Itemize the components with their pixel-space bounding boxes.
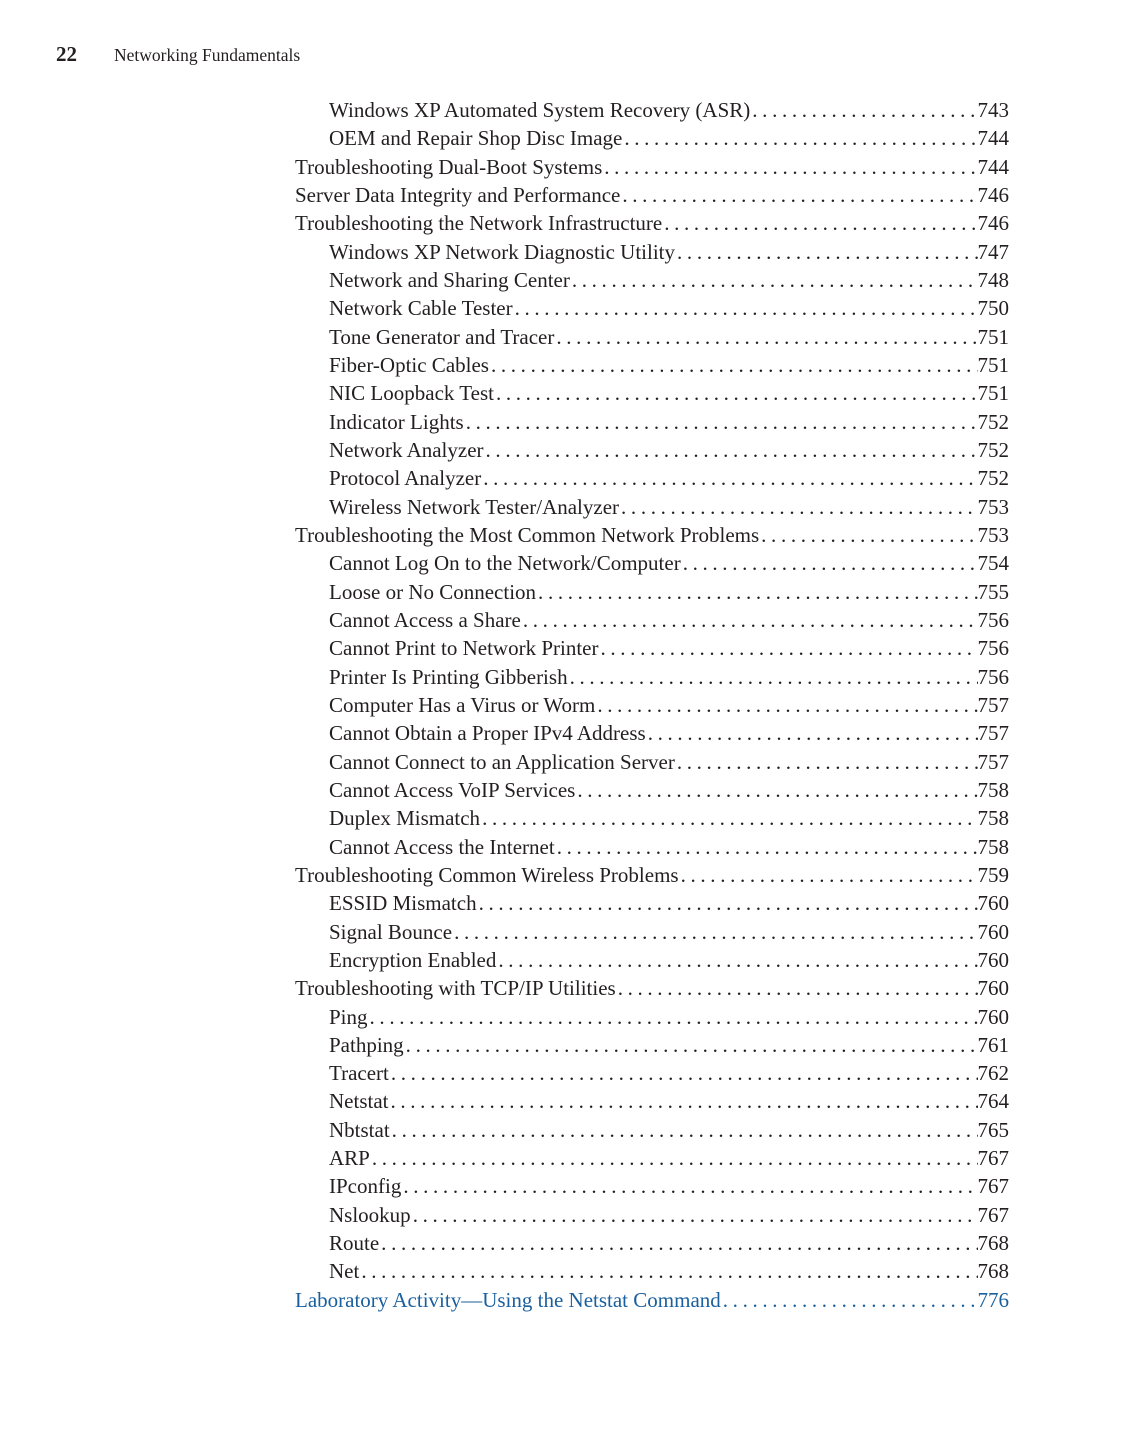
toc-entry-title: Cannot Obtain a Proper IPv4 Address	[329, 721, 646, 746]
toc-entry	[295, 691, 1009, 719]
toc-entry-page: 751	[977, 381, 1009, 406]
toc-entry-title: Signal Bounce	[329, 919, 453, 944]
toc-entry-title: Troubleshooting the Network Infrastructure	[295, 211, 663, 236]
toc-entry-title: Cannot Access a Share	[329, 607, 521, 632]
toc-entry-page: 757	[977, 721, 1009, 746]
toc-entry	[295, 181, 1009, 209]
dot-leader	[359, 1257, 977, 1285]
dot-leader	[388, 1087, 977, 1115]
toc-entry-page: 758	[977, 777, 1009, 802]
dot-leader	[368, 1003, 978, 1031]
toc-entry-page: 759	[977, 862, 1009, 887]
toc-entry	[295, 1172, 1009, 1200]
toc-entry-title: Windows XP Automated System Recovery (ASR)	[329, 98, 751, 122]
toc-entry-page: 750	[977, 296, 1009, 321]
dot-leader	[759, 521, 977, 549]
toc-entry-title: Cannot Access the Internet	[329, 834, 555, 859]
toc-entry-page: 755	[977, 579, 1009, 604]
toc-entry-title: Fiber-Optic Cables	[329, 352, 489, 377]
toc-entry-title: ARP	[329, 1146, 370, 1171]
toc-link-entry[interactable]	[295, 1286, 1009, 1314]
toc-entry-title: Tracert	[329, 1061, 389, 1086]
dot-leader	[675, 748, 978, 776]
dot-leader	[570, 266, 978, 294]
toc-entry-page: 753	[977, 494, 1009, 519]
toc-entry	[295, 1144, 1009, 1172]
toc-entry-title: Printer Is Printing Gibberish	[329, 664, 568, 689]
toc-entry	[295, 1257, 1009, 1285]
toc-entry	[295, 1087, 1009, 1115]
toc-entry	[295, 436, 1009, 464]
dot-leader	[464, 408, 978, 436]
running-header	[56, 42, 300, 67]
dot-leader	[616, 974, 978, 1002]
dot-leader	[404, 1031, 978, 1059]
toc-entry	[295, 521, 1009, 549]
dot-leader	[620, 181, 977, 209]
dot-leader	[646, 719, 978, 747]
toc-entry-title: Pathping	[329, 1032, 404, 1057]
table-of-contents	[295, 96, 1009, 1314]
toc-entry-title: ESSID Mismatch	[329, 891, 477, 916]
dot-leader	[370, 1144, 978, 1172]
dot-leader	[622, 124, 977, 152]
toc-entry	[295, 663, 1009, 691]
toc-entry-page: 760	[977, 947, 1009, 972]
toc-entry-page: 756	[977, 664, 1009, 689]
toc-entry-title: Cannot Connect to an Application Server	[329, 749, 675, 774]
toc-entry-page: 746	[977, 182, 1009, 207]
toc-entry-page: 765	[977, 1117, 1009, 1142]
toc-entry-title: Netstat	[329, 1089, 389, 1114]
toc-entry-page: 757	[977, 692, 1009, 717]
dot-leader	[494, 379, 978, 407]
toc-entry-title: NIC Loopback Test	[329, 381, 494, 406]
toc-entry-page: 760	[977, 976, 1009, 1001]
toc-entry-page: 767	[977, 1202, 1009, 1227]
page-number: 22	[56, 42, 77, 66]
toc-entry-page: 752	[977, 466, 1009, 491]
toc-entry	[295, 96, 1009, 124]
toc-entry-page: 746	[977, 211, 1009, 236]
dot-leader	[598, 634, 977, 662]
dot-leader	[513, 294, 978, 322]
toc-entry-title: Network Analyzer	[329, 437, 484, 462]
toc-entry-title: Troubleshooting Common Wireless Problems	[295, 862, 679, 887]
toc-entry-title: IPconfig	[329, 1174, 402, 1199]
dot-leader	[477, 889, 978, 917]
toc-entry	[295, 1059, 1009, 1087]
toc-entry-page: 752	[977, 437, 1009, 462]
toc-entry-title: Net	[329, 1259, 360, 1284]
toc-entry-page: 764	[977, 1089, 1009, 1114]
toc-entry-title: Indicator Lights	[329, 409, 464, 434]
dot-leader	[411, 1201, 978, 1229]
dot-leader	[602, 153, 977, 181]
toc-entry-title: Tone Generator and Tracer	[329, 324, 555, 349]
toc-entry	[295, 719, 1009, 747]
dot-leader	[750, 96, 977, 124]
dot-leader	[662, 209, 977, 237]
toc-entry-title: Server Data Integrity and Performance	[295, 182, 621, 207]
dot-leader	[496, 946, 977, 974]
toc-entry-page: 760	[977, 919, 1009, 944]
toc-entry	[295, 861, 1009, 889]
toc-entry	[295, 153, 1009, 181]
toc-entry-title: Troubleshooting Dual-Boot Systems	[295, 154, 603, 179]
toc-entry-page: 768	[977, 1231, 1009, 1256]
toc-entry-title: Network Cable Tester	[329, 296, 513, 321]
toc-entry	[295, 1031, 1009, 1059]
dot-leader	[555, 833, 978, 861]
dot-leader	[536, 578, 977, 606]
toc-entry-page: 758	[977, 806, 1009, 831]
dot-leader	[484, 436, 978, 464]
toc-entry-page: 762	[977, 1061, 1009, 1086]
toc-entry-title: Route	[329, 1231, 380, 1256]
toc-entry	[295, 946, 1009, 974]
toc-entry-title: Cannot Log On to the Network/Computer	[329, 551, 681, 576]
toc-entry-page: 757	[977, 749, 1009, 774]
toc-entry	[295, 748, 1009, 776]
running-title: Networking Fundamentals	[114, 45, 301, 65]
toc-entry-title: Windows XP Network Diagnostic Utility	[329, 239, 676, 264]
toc-entry	[295, 918, 1009, 946]
dot-leader	[480, 804, 977, 832]
toc-entry	[295, 238, 1009, 266]
toc-entry-page: 751	[977, 324, 1009, 349]
toc-entry	[295, 578, 1009, 606]
toc-entry-page: 760	[977, 1004, 1009, 1029]
dot-leader	[679, 861, 978, 889]
toc-entry	[295, 323, 1009, 351]
toc-entry-title: Duplex Mismatch	[329, 806, 481, 831]
dot-leader	[401, 1172, 977, 1200]
toc-entry-title: Protocol Analyzer	[329, 466, 482, 491]
toc-entry-title: Ping	[329, 1004, 368, 1029]
toc-entry-page: 756	[977, 636, 1009, 661]
toc-entry	[295, 379, 1009, 407]
dot-leader	[675, 238, 977, 266]
toc-entry-page: 767	[977, 1146, 1009, 1171]
toc-entry-title: Encryption Enabled	[329, 947, 497, 972]
toc-entry-title: Cannot Access VoIP Services	[329, 777, 576, 802]
toc-entry-page: 776	[977, 1287, 1009, 1312]
toc-entry	[295, 804, 1009, 832]
dot-leader	[619, 493, 977, 521]
dot-leader	[681, 549, 978, 577]
toc-entry-title: Wireless Network Tester/Analyzer	[329, 494, 620, 519]
toc-entry	[295, 464, 1009, 492]
toc-entry-title: Network and Sharing Center	[329, 267, 570, 292]
toc-entry	[295, 1201, 1009, 1229]
dot-leader	[568, 663, 978, 691]
toc-entry-page: 744	[977, 154, 1009, 179]
toc-entry-title: Laboratory Activity—Using the Netstat Command	[295, 1287, 721, 1312]
dot-leader	[452, 918, 977, 946]
toc-entry	[295, 606, 1009, 634]
toc-entry	[295, 294, 1009, 322]
toc-entry-title: OEM and Repair Shop Disc Image	[329, 126, 623, 151]
toc-entry	[295, 974, 1009, 1002]
toc-entry-page: 767	[977, 1174, 1009, 1199]
toc-entry-page: 752	[977, 409, 1009, 434]
toc-entry	[295, 351, 1009, 379]
toc-entry-title: Loose or No Connection	[329, 579, 537, 604]
toc-entry-page: 747	[977, 239, 1009, 264]
toc-entry-page: 753	[977, 522, 1009, 547]
toc-entry	[295, 266, 1009, 294]
toc-entry	[295, 209, 1009, 237]
toc-entry-page: 768	[977, 1259, 1009, 1284]
dot-leader	[379, 1229, 977, 1257]
toc-entry-page: 760	[977, 891, 1009, 916]
dot-leader	[595, 691, 977, 719]
dot-leader	[481, 464, 977, 492]
toc-entry	[295, 1003, 1009, 1031]
toc-entry	[295, 889, 1009, 917]
dot-leader	[390, 1116, 978, 1144]
toc-entry	[295, 408, 1009, 436]
toc-entry-title: Troubleshooting the Most Common Network Problems	[295, 522, 760, 547]
toc-entry	[295, 1229, 1009, 1257]
dot-leader	[521, 606, 978, 634]
toc-entry	[295, 549, 1009, 577]
toc-entry	[295, 776, 1009, 804]
toc-entry-page: 744	[977, 126, 1009, 151]
toc-entry-page: 761	[977, 1032, 1009, 1057]
toc-entry-page: 748	[977, 267, 1009, 292]
toc-entry-title: Nslookup	[329, 1202, 411, 1227]
toc-entry-page: 743	[977, 98, 1009, 122]
toc-entry	[295, 634, 1009, 662]
toc-entry	[295, 833, 1009, 861]
toc-entry	[295, 493, 1009, 521]
toc-entry-title: Troubleshooting with TCP/IP Utilities	[295, 976, 616, 1001]
dot-leader	[489, 351, 978, 379]
toc-entry-page: 758	[977, 834, 1009, 859]
toc-entry-page: 756	[977, 607, 1009, 632]
toc-entry-title: Nbtstat	[329, 1117, 390, 1142]
toc-entry-page: 751	[977, 352, 1009, 377]
dot-leader	[389, 1059, 978, 1087]
dot-leader	[554, 323, 977, 351]
toc-entry-title: Computer Has a Virus or Worm	[329, 692, 596, 717]
toc-entry-title: Cannot Print to Network Printer	[329, 636, 599, 661]
toc-entry-page: 754	[977, 551, 1009, 576]
dot-leader	[721, 1286, 978, 1314]
toc-entry	[295, 124, 1009, 152]
dot-leader	[575, 776, 977, 804]
toc-entry	[295, 1116, 1009, 1144]
